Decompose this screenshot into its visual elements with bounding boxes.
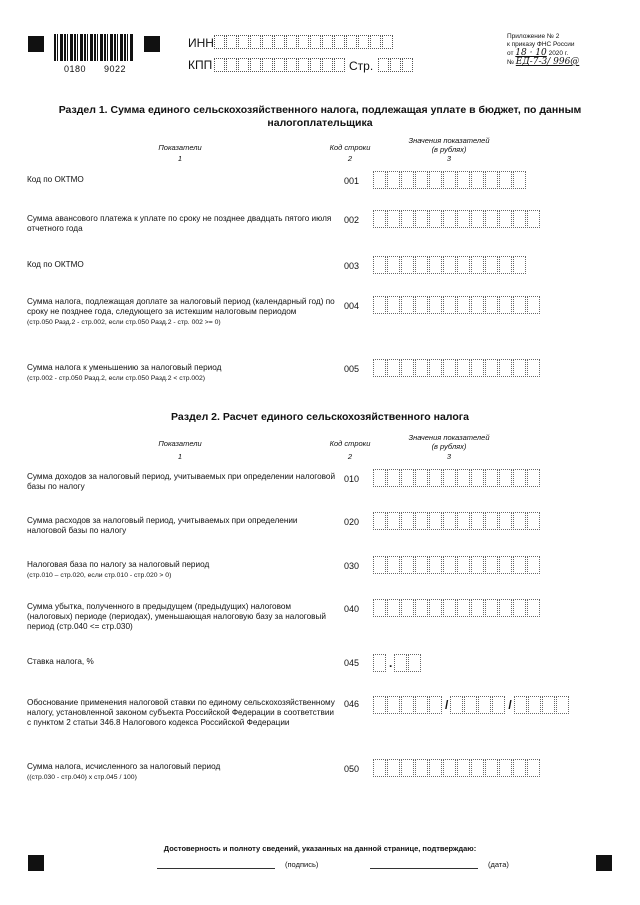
- row-004-label: Сумма налога, подлежащая доплате за налоговый период (календарный год) по сроку не позднее года, следующего за истекшим налоговым периодом (стр.050 Разд.2 - стр.002, если стр.050 Разд.2 - стр. 002 >= 0): [27, 297, 335, 326]
- row-050-label: Сумма налога, исчисленного за налоговый период ((стр.030 - стр.040) х стр.045 / 100): [27, 762, 221, 781]
- row-045-code: 045: [344, 658, 360, 668]
- row-020-label: Сумма расходов за налоговый период, учитываемых при определении налоговой базы по налогу: [27, 516, 298, 535]
- date-label: (дата): [488, 860, 509, 869]
- row-050-code: 050: [344, 764, 360, 774]
- annex-line-1: Приложение № 2: [507, 33, 560, 40]
- row-030-code: 030: [344, 561, 360, 571]
- row-002-code: 002: [344, 215, 360, 225]
- barcode: [54, 34, 134, 61]
- row-040-code: 040: [344, 604, 360, 614]
- section2-col-indicators: Показатели: [158, 439, 202, 448]
- row-001-code: 001: [344, 176, 360, 186]
- page-label: Стр.: [349, 59, 374, 73]
- row-004-code: 004: [344, 301, 360, 311]
- row-050-field[interactable]: [373, 759, 541, 777]
- annex-line-2: к приказу ФНС России: [507, 41, 575, 48]
- row-046-code: 046: [344, 699, 360, 709]
- page-number-field[interactable]: [378, 58, 414, 72]
- row-001-label: Код по ОКТМО: [27, 175, 84, 184]
- annex-line-4: № ЕД-7-3/ 996@: [507, 57, 580, 67]
- corner-marker-bottom-left: [28, 855, 44, 871]
- row-040-label: Сумма убытка, полученного в предыдущем (предыдущих) налоговом (налоговых) периоде (периодах), уменьшающая налоговую базу за налоговый период (стр.040 <= стр.030): [27, 602, 326, 631]
- signature-line[interactable]: [157, 868, 275, 869]
- row-002-label: Сумма авансового платежа к уплате по сроку не позднее двадцать пятого июля отчетного года: [27, 214, 332, 233]
- row-003-field[interactable]: [373, 256, 527, 274]
- section2-col-values: Значения показателей (в рублях): [408, 433, 490, 451]
- annex-date: 18 · 10: [515, 48, 547, 58]
- section1-title: Раздел 1. Сумма единого сельскохозяйственного налога, подлежащая уплате в бюджет, по данным налогоплательщика: [58, 104, 582, 129]
- annex-number: ЕД-7-3/ 996@: [515, 57, 580, 67]
- row-045-field[interactable]: .: [373, 654, 422, 672]
- row-004-formula: (стр.050 Разд.2 - стр.002, если стр.050 Разд.2 - стр. 002 >= 0): [27, 319, 221, 326]
- inn-field[interactable]: [214, 35, 394, 49]
- row-050-formula: ((стр.030 - стр.040) х стр.045 / 100): [27, 774, 137, 781]
- row-003-label: Код по ОКТМО: [27, 260, 84, 269]
- section1-col-values: Значения показателей (в рублях): [408, 136, 490, 154]
- row-003-code: 003: [344, 261, 360, 271]
- row-040-field[interactable]: [373, 599, 541, 617]
- row-030-field[interactable]: [373, 556, 541, 574]
- row-010-label: Сумма доходов за налоговый период, учитываемых при определении налоговой базы по налогу: [27, 472, 336, 491]
- row-046-field[interactable]: / /: [373, 696, 570, 714]
- row-045-label: Ставка налога, %: [27, 657, 94, 666]
- row-004-field[interactable]: [373, 296, 541, 314]
- section1-col-line-code: Код строки: [329, 143, 371, 152]
- annex-line-3: от 18 · 10 2020 г.: [507, 48, 569, 58]
- row-030-formula: (стр.010 – стр.020, если стр.010 - стр.020 > 0): [27, 572, 172, 579]
- section1-col-num1: 1: [177, 154, 183, 163]
- row-010-field[interactable]: [373, 469, 541, 487]
- corner-marker-top-right: [144, 36, 160, 52]
- kpp-field[interactable]: [214, 58, 346, 72]
- inn-label: ИНН: [188, 36, 214, 50]
- row-005-label: Сумма налога к уменьшению за налоговый период (стр.002 - стр.050 Разд.2, если стр.050 Разд.2 < стр.002): [27, 363, 222, 382]
- annex-block: [507, 33, 579, 67]
- row-005-field[interactable]: [373, 359, 541, 377]
- confirmation-text: Достоверность и полноту сведений, указанных на данной странице, подтверждаю:: [163, 844, 477, 853]
- barcode-number-2: 9022: [104, 64, 127, 74]
- section2-title: Раздел 2. Расчет единого сельскохозяйственного налога: [171, 411, 469, 423]
- signature-label: (подпись): [285, 860, 319, 869]
- row-046-label: Обоснование применения налоговой ставки по единому сельскохозяйственному налогу, установленной законом субъекта Российской Федерации в соответствии с пунктом 2 статьи 346.8 Налогового кодекса Российской Федерации: [27, 698, 335, 727]
- row-010-code: 010: [344, 474, 360, 484]
- section2-col-num1: 1: [177, 452, 183, 461]
- row-030-label: Налоговая база по налогу за налоговый период (стр.010 – стр.020, если стр.010 - стр.020 > 0): [27, 560, 210, 579]
- row-020-code: 020: [344, 517, 360, 527]
- kpp-label: КПП: [188, 58, 213, 72]
- section1-col-num3: 3: [446, 154, 452, 163]
- row-020-field[interactable]: [373, 512, 541, 530]
- section1-col-num2: 2: [347, 154, 353, 163]
- row-002-field[interactable]: [373, 210, 541, 228]
- corner-marker-top-left: [28, 36, 44, 52]
- section2-col-num3: 3: [446, 452, 452, 461]
- section1-col-indicators: Показатели: [158, 143, 202, 152]
- corner-marker-bottom-right: [596, 855, 612, 871]
- section2-col-num2: 2: [347, 452, 353, 461]
- barcode-number-1: 0180: [64, 64, 87, 74]
- row-005-formula: (стр.002 - стр.050 Разд.2, если стр.050 Разд.2 < стр.002): [27, 375, 206, 382]
- date-line[interactable]: [370, 868, 478, 869]
- row-005-code: 005: [344, 364, 360, 374]
- row-001-field[interactable]: [373, 171, 527, 189]
- section2-col-line-code: Код строки: [329, 439, 371, 448]
